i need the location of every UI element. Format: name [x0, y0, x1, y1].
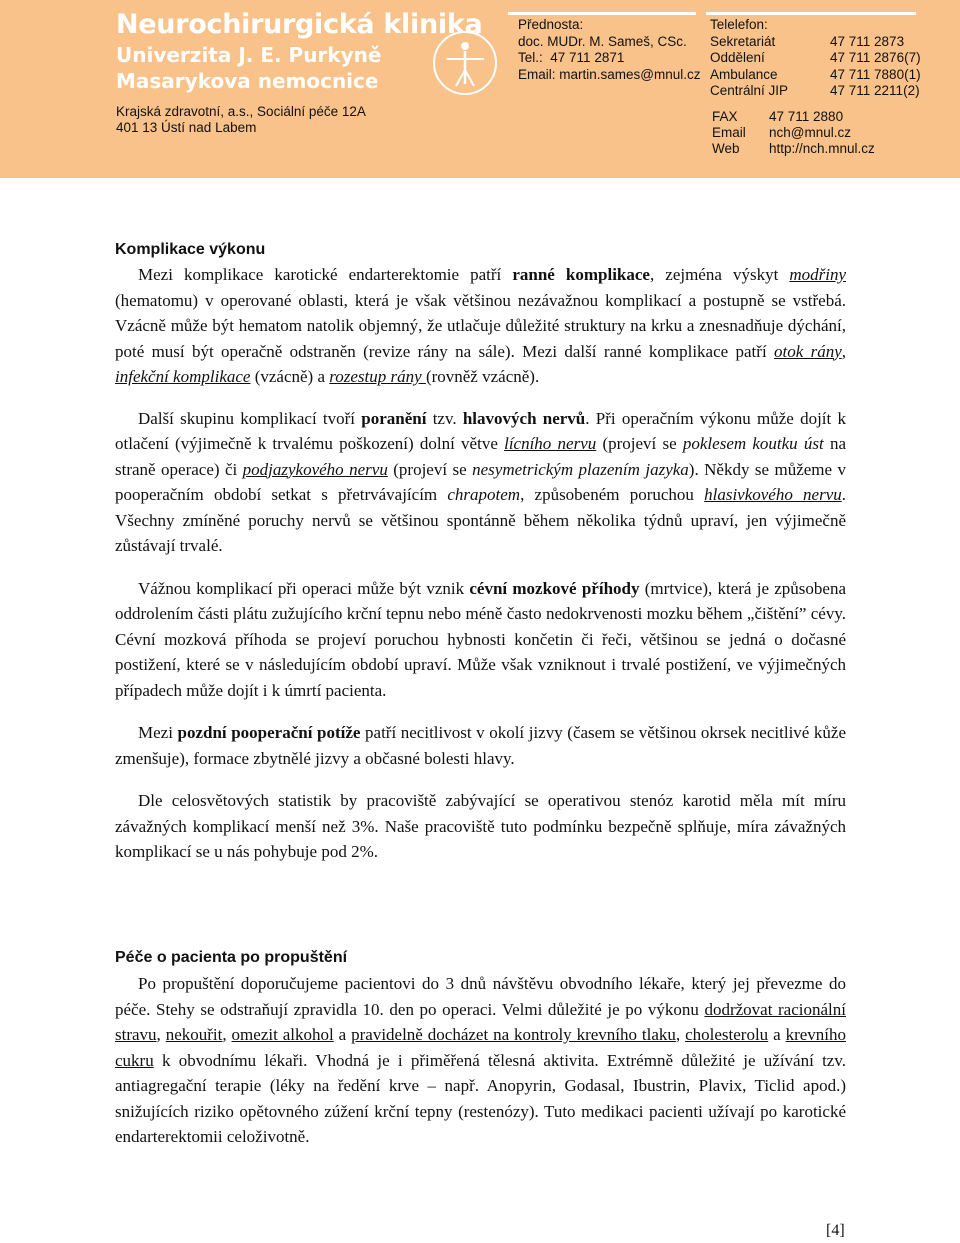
phone-value: 47 711 2211(2) [830, 83, 920, 98]
head-tel: 47 711 2871 [550, 50, 625, 65]
page-number: [4] [826, 1222, 845, 1239]
paragraph: Dle celosvětových statistik by pracoviště zabývající se operativou stenóz karotid měla mít míru závažných komplikací menší než 3%. Naše pracoviště tuto podmínku bezpečně splňuje, míra závažných komplikací se u nás pohybuje pod 2%. [115, 791, 846, 861]
fax-value: 47 711 2880 [769, 109, 844, 124]
letterhead [0, 0, 960, 178]
address-line-1: Krajská zdravotní, a.s., Sociální péče 12A [116, 104, 366, 119]
phone-list [710, 17, 921, 100]
aftercare-text [115, 971, 846, 1150]
phone-label: Ambulance [710, 66, 778, 82]
paragraph: Mezi pozdní pooperační potíže patří necitlivost v okolí jizvy (časem se většinou okrsek necitlivé kůže zmenšuje), formace zbytnělé jizvy a občasné bolesti hlavy. [115, 723, 846, 768]
address-line-2: 401 13 Ústí nad Labem [116, 120, 257, 135]
paragraph: Po propuštění doporučujeme pacientovi do 3 dnů návštěvu obvodního lékaře, který jej převezme do péče. Stehy se odstraňují zpravidla 10. den po operaci. Velmi důležité je po výkonu dodržovat racionální stravu, nekouřit, omezit alkohol a pravidelně docházet na kontroly krevního tlaku, cholesterolu a krevního cukru k obvodnímu lékaři. Vhodná je i přiměřená tělesná aktivita. Extrémně důležité je užívání tzv. antiagregační terapie (léky na ředění krve – např. Anopyrin, Godasal, Ibustrin, Plavix, Ticlid apod.) snižujících riziko opětovného zúžení krční tepny (restenózy). Tuto medikaci pacienti užívají po karotické endarterektomii celoživotně. [115, 974, 847, 1146]
university-title: Univerzita J. E. Purkyně [116, 43, 382, 67]
phone-label: Oddělení [710, 50, 765, 65]
paragraph: Další skupinu komplikací tvoří poranění tzv. hlavových nervů. Při operačním výkonu může dojít k otlačení (výjimečně k trvalému poškození) dolní větve lícního nervu (projeví se poklesem koutku úst na straně operace) či podjazykového nervu (projeví se nesymetrickým plazením jazyka). Někdy se můžeme v pooperačním období setkat s přetrvávajícím chrapotem, způsobeném poruchou hlasivkového nervu. Všechny zmíněné poruchy nervů se většinou spontánně během několika týdnů upraví, jen výjimečně zůstávají trvalé. [115, 408, 847, 555]
contact-label: Email [712, 125, 746, 140]
paragraph: Mezi komplikace karotické endarterektomie patří ranné komplikace, zejména výskyt modřiny (hematomu) v operované oblasti, která je však většinou nezávažnou komplikací a postupně se vstřebá. Vzácně může být hematom natolik objemný, že utlačuje důležité struktury na krku a znesnadňuje dýchání, poté musí být operačně odstraněn (revize rány na sále). Mezi další ranné komplikace patří otok rány, infekční komplikace (vzácně) a rozestup rány (rovněž vzácně). [115, 265, 847, 386]
complications-text [115, 262, 846, 865]
head-name: doc. MUDr. M. Sameš, CSc. [518, 33, 687, 49]
contact-label: Web [712, 141, 740, 156]
phone-value: 47 711 2873 [830, 33, 905, 49]
clinic-title: Neurochirurgická klinika [116, 9, 483, 40]
head-email-label: Email: [518, 66, 556, 82]
phone-title: Telelefon: [710, 17, 768, 32]
email-link[interactable]: nch@mnul.cz [769, 125, 851, 140]
head-email[interactable]: martin.sames@mnul.cz [559, 66, 701, 82]
head-tel-label: Tel.: [518, 50, 543, 65]
logo-icon [428, 26, 502, 100]
phone-label: Centrální JIP [710, 83, 789, 98]
phone-label: Sekretariát [710, 33, 776, 49]
hospital-title: Masarykova nemocnice [116, 69, 379, 93]
contact-label: FAX [712, 109, 738, 124]
head-contact [518, 17, 701, 83]
web-link[interactable]: http://nch.mnul.cz [769, 141, 875, 156]
section-heading-complications: Komplikace výkonu [115, 241, 266, 258]
phone-value: 47 711 2876(7) [830, 50, 921, 65]
header-divider [508, 12, 696, 15]
paragraph: Vážnou komplikací při operaci může být vznik cévní mozkové příhody (mrtvice), která je způsobena oddrolením části plátu zužujícího krční tepnu nebo méně často nedokrvenosti mozku během „čištění” cévy. Cévní mozková příhoda se projeví poruchou hybnosti končetin či řeči, většinou se jedná o dočasné postižení, které se v následujícím období upraví. Může však vzniknout i trvalé postižení, ve výjimečných případech může dojít i k úmrtí pacienta. [115, 578, 846, 700]
phone-value: 47 711 7880(1) [830, 66, 921, 82]
head-label: Přednosta: [518, 17, 584, 32]
header-divider [706, 12, 916, 15]
contact-list [712, 109, 902, 157]
section-heading-aftercare: Péče o pacienta po propuštění [115, 949, 348, 966]
